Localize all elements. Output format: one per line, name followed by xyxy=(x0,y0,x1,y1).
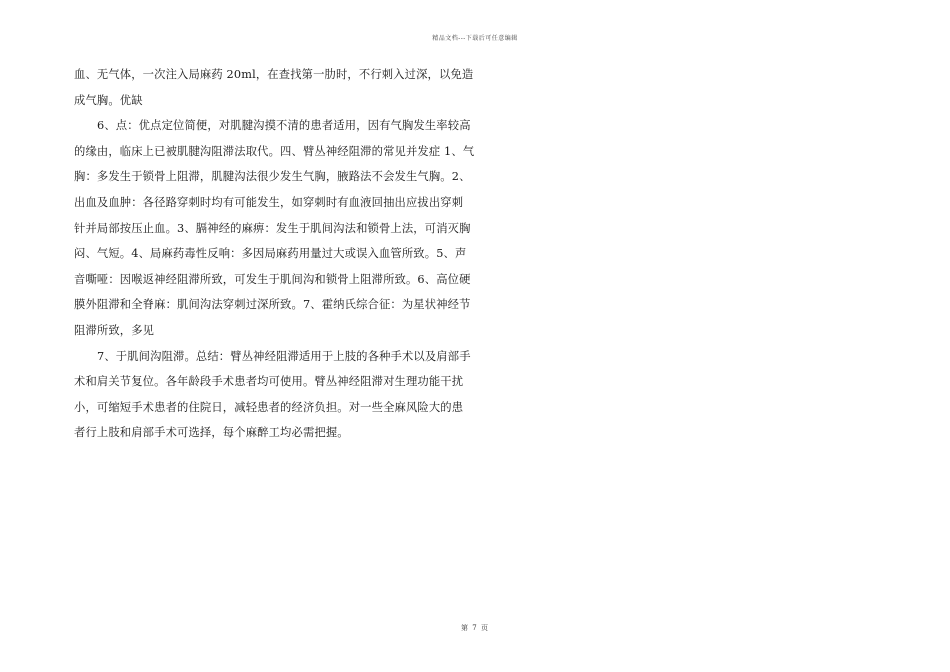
text-line: 阻滞所致，多见 xyxy=(74,323,155,337)
text-line: 出血及血肿：各径路穿刺时均有可能发生，如穿刺时有血液回抽出应拔出穿刺 xyxy=(74,195,464,209)
text-line: 胸：多发生于锁骨上阻滞，肌腱沟法很少发生气胸，腋路法不会发生气胸。2、 xyxy=(74,170,471,184)
text-line: 针并局部按压止血。3、膈神经的麻痹：发生于肌间沟法和锁骨上法，可消灭胸 xyxy=(74,221,471,235)
paragraph-start-line: 7、于肌间沟阻滞。总结：臂丛神经阻滞适用于上肢的各种手术以及肩部手 xyxy=(97,349,471,363)
text-line: 的缘由，临床上已被肌腱沟阻滞法取代。四、臂丛神经阻滞的常见并发症 1、气 xyxy=(74,144,475,158)
document-body xyxy=(74,62,475,446)
page-number: 第 7 页 xyxy=(461,624,489,632)
text-line: 血、无气体，一次注入局麻药 20ml，在查找第一肋时，不行刺入过深，以免造 xyxy=(74,68,474,81)
page-header: 精品文档---下载后可任意编辑 xyxy=(432,35,518,42)
text-line: 膜外阻滞和全脊麻：肌间沟法穿刺过深所致。7、霍纳氏综合征：为星状神经节 xyxy=(74,298,471,312)
text-line: 音嘶哑：因喉返神经阻滞所致，可发生于肌间沟和锁骨上阻滞所致。6、高位硬 xyxy=(74,272,471,286)
text-line: 者行上肢和肩部手术可选择，每个麻醉工均必需把握。 xyxy=(74,426,349,440)
text-line: 术和肩关节复位。各年龄段手术患者均可使用。臂丛神经阻滞对生理功能干扰 xyxy=(74,375,464,389)
text-line: 成气胸。优缺 xyxy=(74,93,143,107)
paragraph-start-line: 6、点：优点定位简便，对肌腱沟摸不清的患者适用，因有气胸发生率较高 xyxy=(97,119,471,133)
text-line: 小，可缩短手术患者的住院日，减轻患者的经济负担。对一些全麻风险大的患 xyxy=(74,400,464,414)
text-line: 闷、气短。4、局麻药毒性反响：多因局麻药用量过大或误入血管所致。5、声 xyxy=(74,247,467,261)
